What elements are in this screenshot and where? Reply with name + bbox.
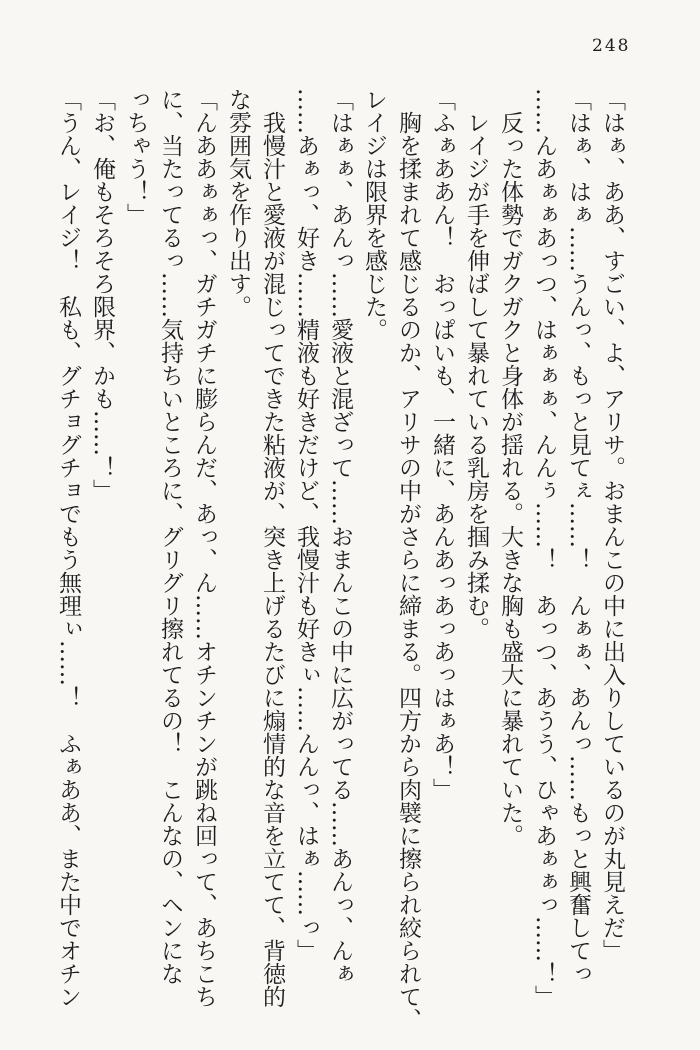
text-column: 我慢汁と愛液が混じってできた粘液が、突き上げるたびに煽情的な音を立てて、背徳的 <box>259 111 285 1008</box>
text-column: 「ふぁああん！ おっぱいも、一緒に、あんあっあっあっはぁあ！」 <box>429 88 455 801</box>
text-column: な雰囲気を作り出す。 <box>225 88 251 318</box>
text-column: ……んあぁぁあっつ、はぁぁぁ、んんぅ……！ あっつ、あうう、ひゃあぁぁっ……！」 <box>531 88 557 1008</box>
text-column: レイジが手を伸ばして暴れている乳房を掴み揉む。 <box>463 111 489 640</box>
vertical-text-area <box>51 88 629 1031</box>
text-column: 「はぁぁ、あんっ……愛液と混ざって……おまんこの中に広がってる……あんっ、んぁ <box>327 88 353 985</box>
text-column: 「お、俺もそろそろ限界、かも……！」 <box>89 88 115 502</box>
text-column: に、当たってるっ……気持ちいところに、グリグリ擦れてるの！ こんなの、ヘンにな <box>157 88 183 985</box>
text-column: 「うん、レイジ！ 私も、グチョグチョでもう無理ぃ……！ ふぁああ、また中でオチン <box>55 88 81 1008</box>
text-column: 胸を揉まれて感じるのか、アリサの中がさらに締まる。四方から肉襞に擦られ絞られて、 <box>395 111 421 1031</box>
text-column: 「んああぁぁっ、ガチガチに膨らんだ、あっ、ん……オチンチンが跳ね回って、あちこち <box>191 88 217 1008</box>
text-column: っちゃう！」 <box>123 88 149 226</box>
page-number: 248 <box>592 36 631 56</box>
text-column: 反った体勢でガクガクと身体が揺れる。大きな胸も盛大に暴れていた。 <box>497 111 523 847</box>
text-column: 「はぁ、はぁ……うんっ、もっと見てぇ……！ んぁぁ、あんっ……もっと興奮してっ <box>565 88 591 985</box>
text-column: レイジは限界を感じた。 <box>361 88 387 341</box>
text-column: ……あぁっ、好き……精液も好きだけど、我慢汁も好きぃ……んんっ、はぁ……っ」 <box>293 88 319 962</box>
text-column: 「はぁ、ああ、すごい、よ、アリサ。おまんこの中に出入りしているのが丸見えだ」 <box>599 88 625 962</box>
